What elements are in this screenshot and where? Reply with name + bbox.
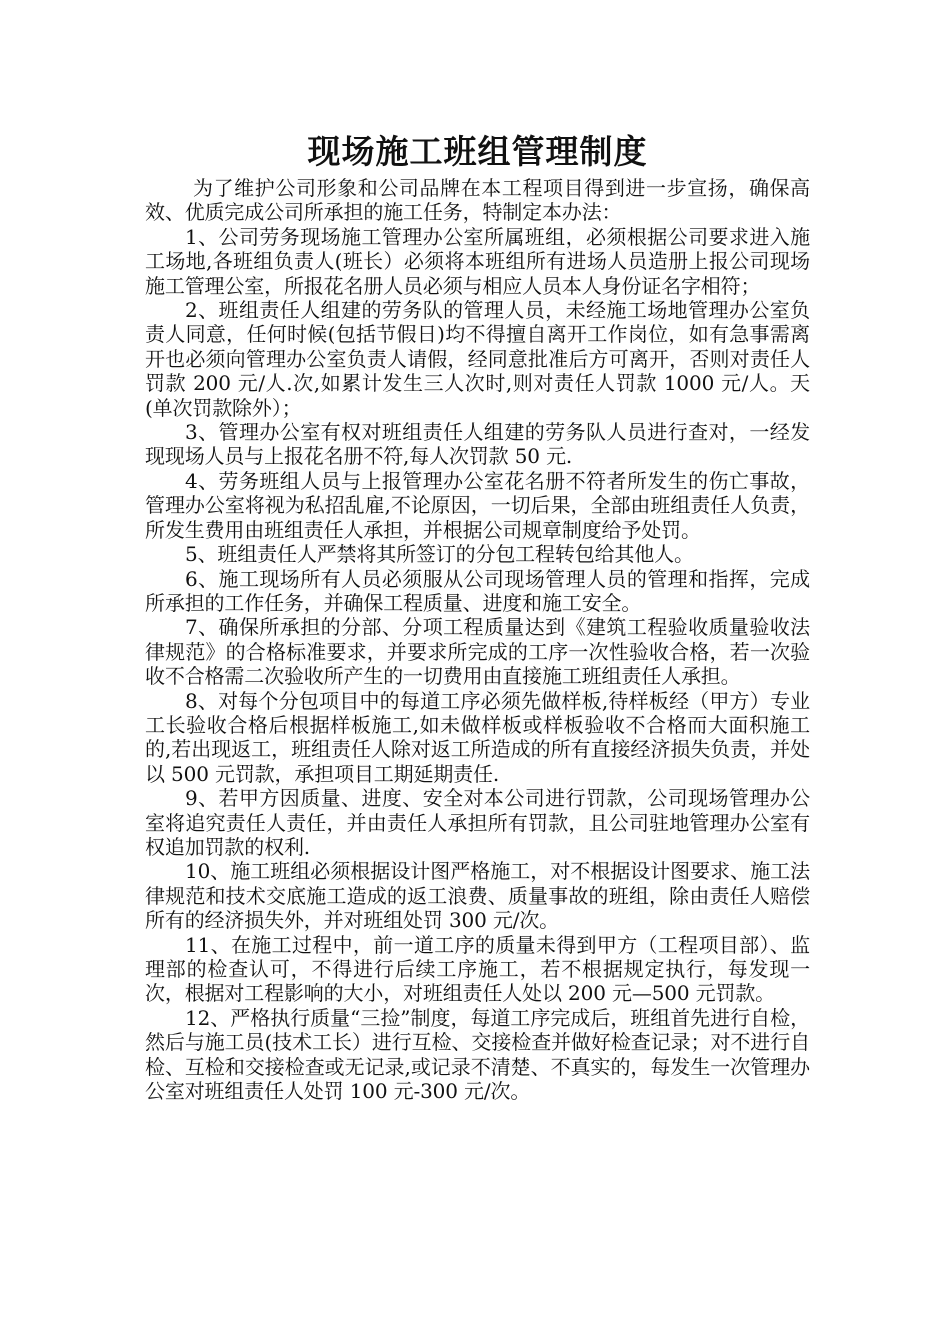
clause-11: 11、在施工过程中，前一道工序的质量未得到甲方（工程项目部）、监理部的检查认可，不得进行后续工序施工，若不根据规定执行，每发现一次，根据对工程影响的大小，对班组责任人处以 200 元—500 元罚款。: [145, 932, 810, 1006]
clause-6: 6、施工现场所有人员必须服从公司现场管理人员的管理和指挥，完成所承担的工作任务，并确保工程质量、进度和施工安全。: [145, 566, 810, 615]
clause-2: 2、班组责任人组建的劳务队的管理人员，未经施工场地管理办公室负责人同意，任何时候(包括节假日)均不得擅自离开工作岗位，如有急事需离开也必须向管理办公室负责人请假，经同意批准后方可离开，否则对责任人罚款 200 元/人.次,如累计发生三人次时,则对责任人罚款 1000 元/人。天(单次罚款除外）；: [145, 298, 810, 420]
clause-4: 4、劳务班组人员与上报管理办公室花名册不符者所发生的伤亡事故，管理办公室将视为私招乱雇,不论原因，一切后果，全部由班组责任人负责，所发生费用由班组责任人承担，并根据公司规章制度给予处罚。: [145, 468, 810, 542]
intro-paragraph: 为了维护公司形象和公司品牌在本工程项目得到进一步宣扬，确保高效、优质完成公司所承担的施工任务，特制定本办法：: [145, 176, 810, 225]
clause-1: 1、公司劳务现场施工管理办公室所属班组，必须根据公司要求进入施工场地,各班组负责人(班长）必须将本班组所有进场人员造册上报公司现场施工管理公室，所报花名册人员必须与相应人员本人身份证名字相符；: [145, 224, 810, 298]
clause-9: 9、若甲方因质量、进度、安全对本公司进行罚款，公司现场管理办公室将追究责任人责任，并由责任人承担所有罚款，且公司驻地管理办公室有权追加罚款的权利.: [145, 786, 810, 859]
document-body: [145, 128, 810, 1103]
document-title: 现场施工班组管理制度: [307, 132, 648, 171]
clause-5: 5、班组责任人严禁将其所签订的分包工程转包给其他人。: [185, 542, 694, 567]
clause-7: 7、确保所承担的分部、分项工程质量达到《建筑工程验收质量验收法律规范》的合格标准要求，并要求所完成的工序一次性验收合格，若一次验收不合格需二次验收所产生的一切费用由直接施工班组责任人承担。: [145, 615, 810, 689]
clause-12: 12、严格执行质量“三捡”制度，每道工序完成后，班组首先进行自检，然后与施工员(技术工长）进行互检、交接检查并做好检查记录；对不进行自检、互检和交接检查或无记录,或记录不清楚、不真实的，每发生一次管理办公室对班组责任人处罚 100 元-300 元/次。: [145, 1005, 810, 1104]
clause-8: 8、对每个分包项目中的每道工序必须先做样板,待样板经（甲方）专业工长验收合格后根据样板施工,如未做样板或样板验收不合格而大面积施工的,若出现返工，班组责任人除对返工所造成的所有直接经济损失负责，并处以 500 元罚款，承担项目工期延期责任.: [145, 688, 810, 786]
clause-10: 10、施工班组必须根据设计图严格施工，对不根据设计图要求、施工法律规范和技术交底施工造成的返工浪费、质量事故的班组，除由责任人赔偿所有的经济损失外，并对班组处罚 300 元/次。: [145, 859, 810, 933]
clause-3: 3、管理办公室有权对班组责任人组建的劳务队人员进行查对，一经发现现场人员与上报花名册不符,每人次罚款 50 元.: [145, 420, 810, 469]
